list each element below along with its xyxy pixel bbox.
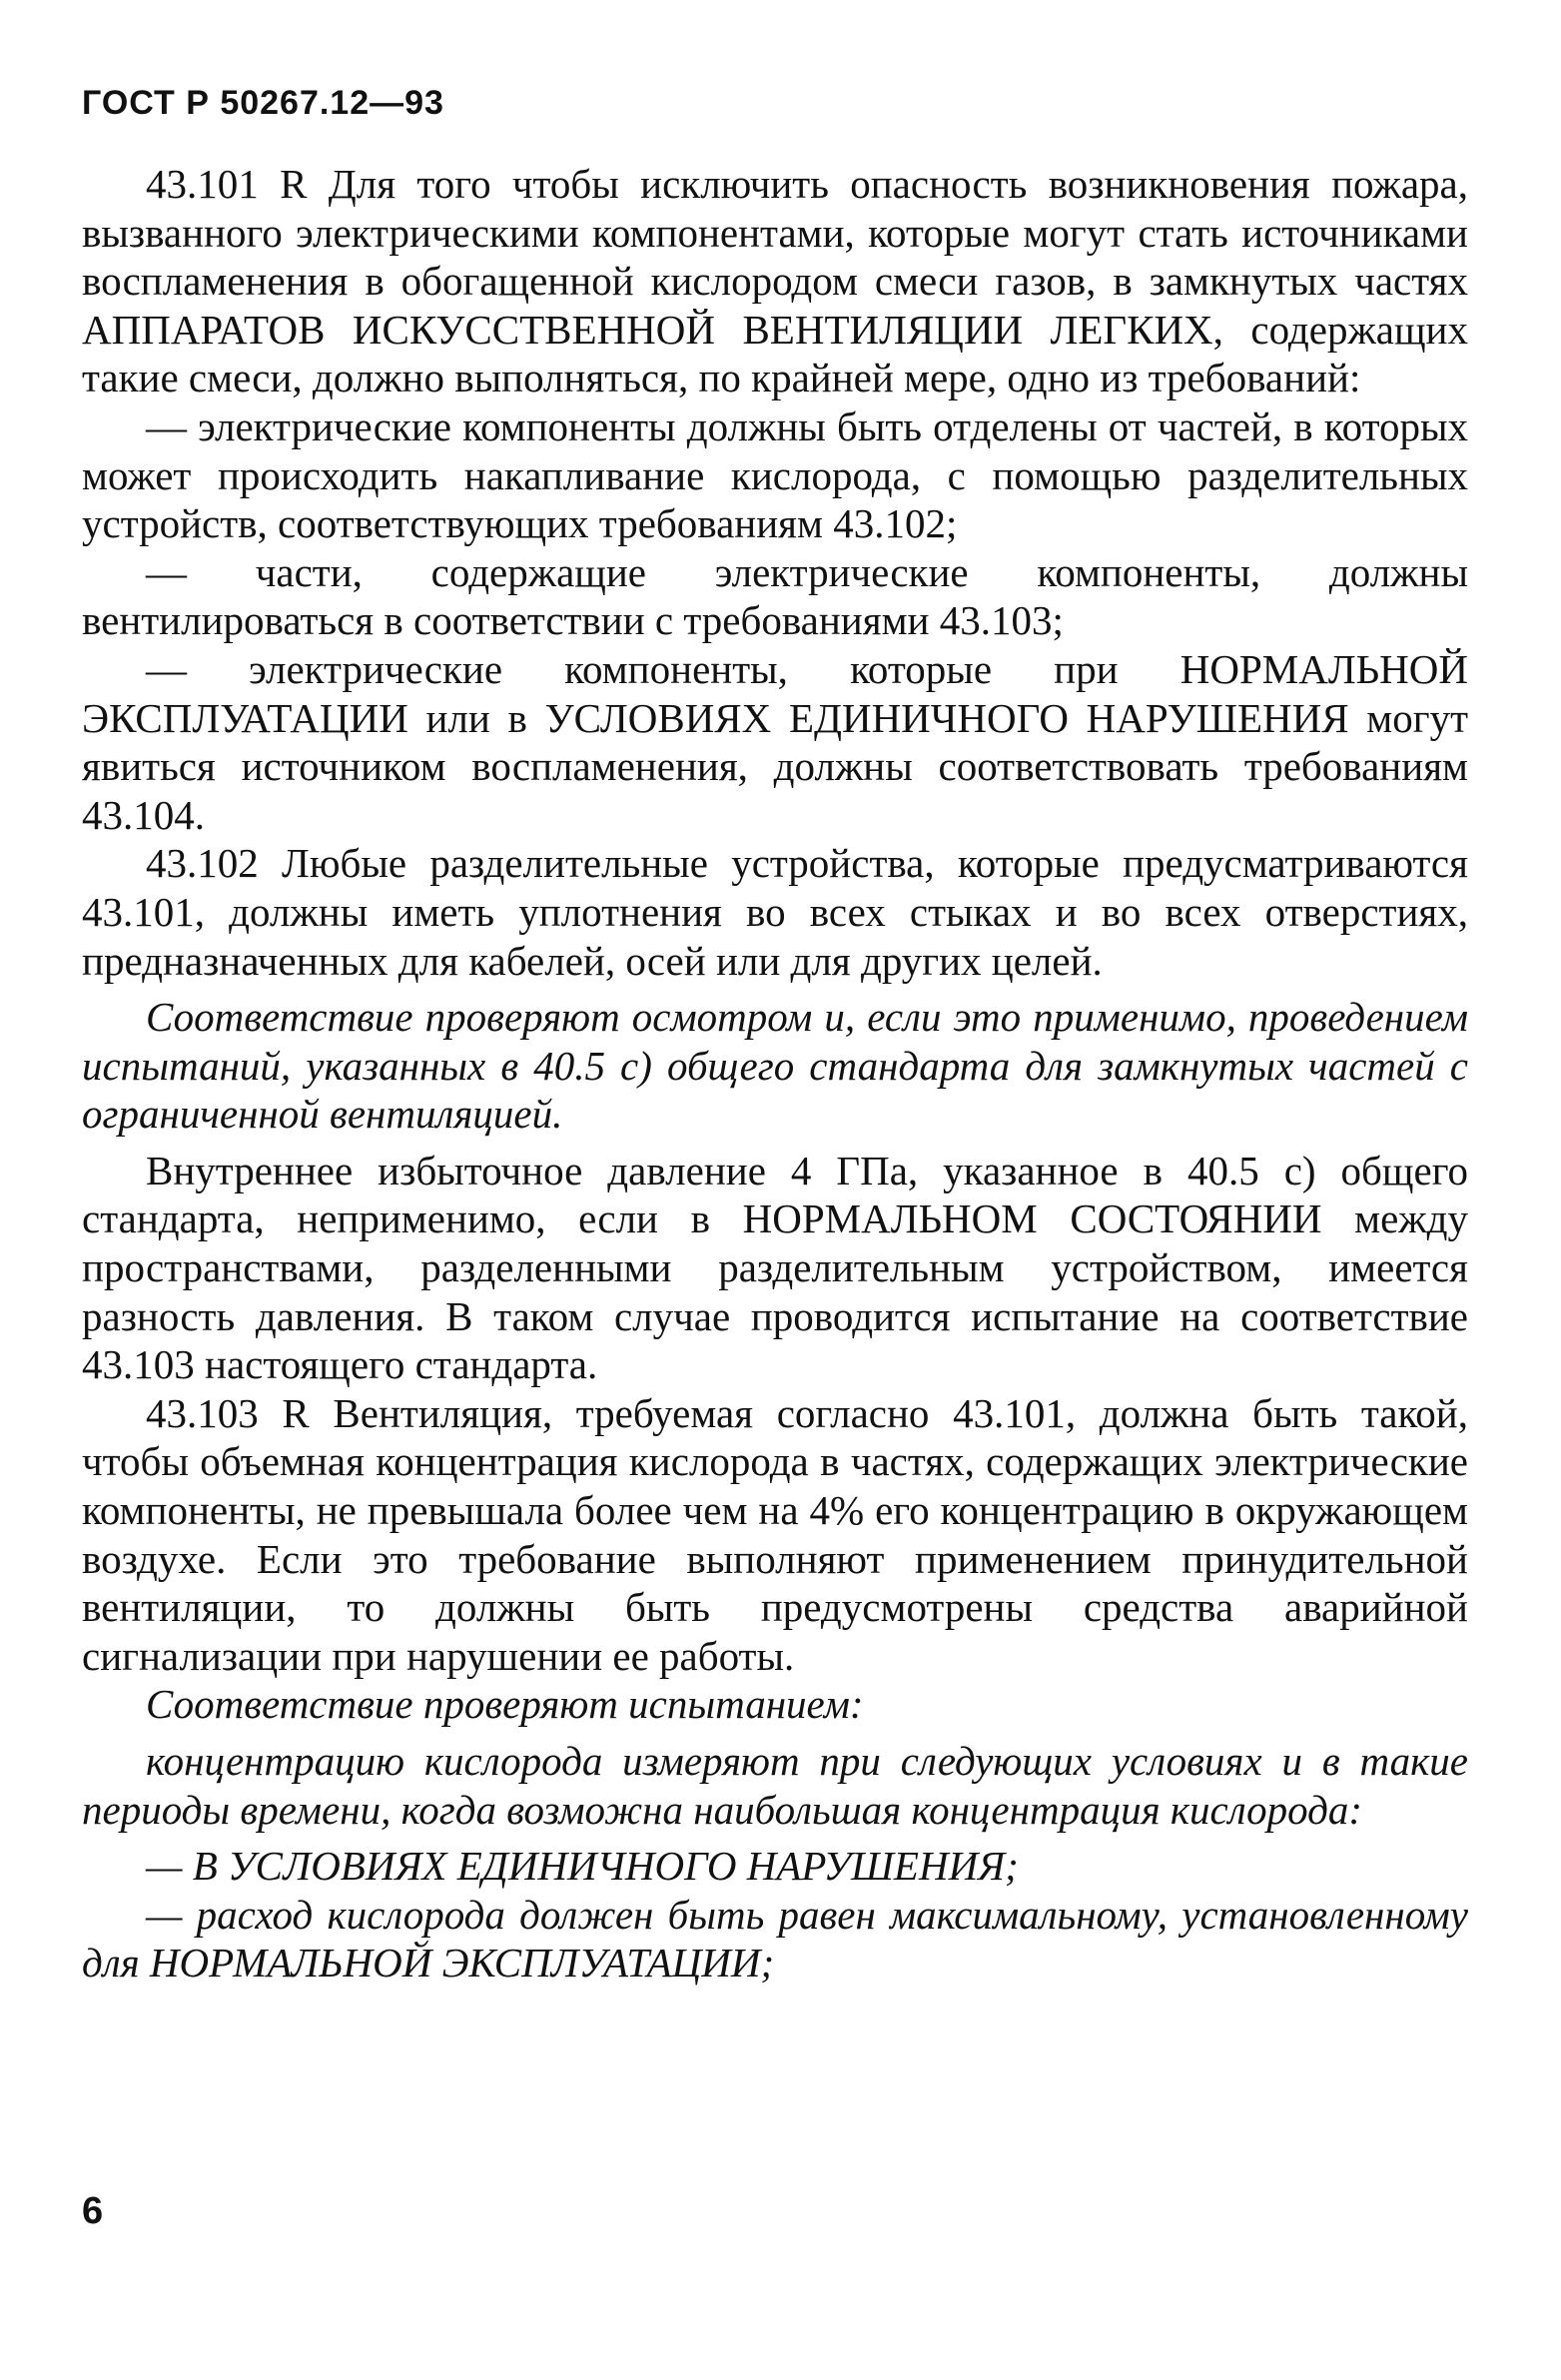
paragraph-43-103: 43.103 R Вентиляция, требуемая согласно 43.101, должна быть такой, чтобы объемная концентрация кислорода в частях, содержащих электрические компоненты, не превышала более чем на 4% его концентрацию в окружающем воздухе. Если это требование выполняют применением принудительной вентиляции, то должны быть предусмотрены средства аварийной сигнализации при нарушении ее работы. (82, 1389, 1468, 1679)
test-condition-intro: концентрацию кислорода измеряют при следующих условиях и в такие периоды времени, когда возможна наибольшая концентрация кислорода: (82, 1738, 1468, 1833)
page-number: 6 (82, 2190, 104, 2232)
compliance-note-test: Соответствие проверяют испытанием: (146, 1681, 864, 1728)
test-condition-oxygen-flow: — расход кислорода должен быть равен максимальному, установленному для НОРМАЛЬНОЙ ЭКСПЛУАТАЦИИ; (82, 1891, 1468, 1986)
paragraph-43-102: 43.102 Любые разделительные устройства, которые предусматриваются 43.101, должны иметь уплотнения во всех стыках и во всех отверстиях, предназначенных для кабелей, осей или для других целей. (82, 840, 1468, 984)
test-condition-single-fault: — В УСЛОВИЯХ ЕДИНИЧНОГО НАРУШЕНИЯ; (146, 1843, 1019, 1890)
requirement-item-ventilation: — части, содержащие электрические компоненты, должны вентилироваться в соответствии с требованиями 43.103; (82, 548, 1468, 644)
document-body (82, 160, 1468, 1987)
standard-header: ГОСТ Р 50267.12—93 (82, 84, 444, 122)
requirement-item-ignition-source: — электрические компоненты, которые при НОРМАЛЬНОЙ ЭКСПЛУАТАЦИИ или в УСЛОВИЯХ ЕДИНИЧНОГО НАРУШЕНИЯ могут явиться источником воспламенения, должны соответствовать требованиям 43.104. (82, 645, 1468, 838)
requirement-item-separation: — электрические компоненты должны быть отделены от частей, в которых может происходить накапливание кислорода, с помощью разделительных устройств, соответствующих требованиям 43.102; (82, 402, 1468, 547)
compliance-note-inspection: Соответствие проверяют осмотром и, если это применимо, проведением испытаний, указанных в 40.5 с) общего стандарта для замкнутых частей с ограниченной вентиляцией. (82, 994, 1468, 1138)
paragraph-internal-pressure: Внутреннее избыточное давление 4 ГПа, указанное в 40.5 с) общего стандарта, неприменимо, если в НОРМАЛЬНОМ СОСТОЯНИИ между пространствами, разделенными разделительным устройством, имеется разность давления. В таком случае проводится испытание на соответствие 43.103 настоящего стандарта. (82, 1147, 1468, 1388)
paragraph-43-101: 43.101 R Для того чтобы исключить опасность возникновения пожара, вызванного электрическими компонентами, которые могут стать источниками воспламенения в обогащенной кислородом смеси газов, в замкнутых частях АППАРАТОВ ИСКУССТВЕННОЙ ВЕНТИЛЯЦИИ ЛЕГКИХ, содержащих такие смеси, должно выполняться, по крайней мере, одно из требований: (82, 161, 1468, 401)
